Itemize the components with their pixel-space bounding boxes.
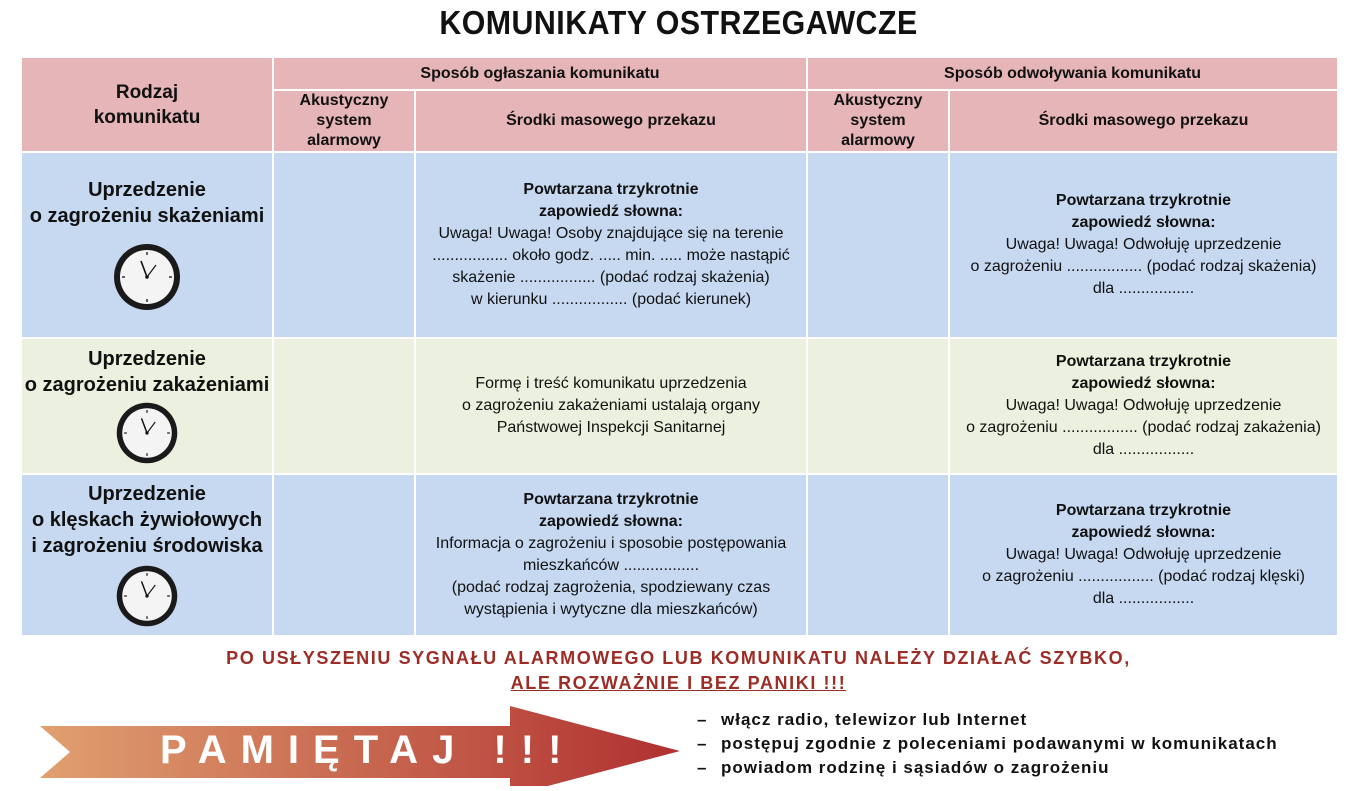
row-acoustic-revoke: [808, 153, 948, 337]
msg-title: Powtarzana trzykrotnie: [523, 181, 699, 198]
table-row: [22, 339, 1337, 473]
row-type-cell: [22, 153, 272, 337]
msg-title: zapowiedź słowna:: [538, 203, 683, 220]
msg-line: o zagrożeniu zakażeniami ustalają organy: [462, 397, 760, 414]
row-type-line: o zagrożeniu zakażeniami: [24, 374, 270, 396]
msg-line: o zagrożeniu ................. (podać rodzaj klęski): [982, 568, 1305, 585]
msg-line: Formę i treść komunikatu uprzedzenia: [475, 375, 747, 392]
row-announce-msg: [416, 339, 806, 473]
header-type-label: Rodzaj komunikatu: [93, 81, 201, 128]
row-announce-msg: [416, 475, 806, 635]
msg-title: Powtarzana trzykrotnie: [1055, 502, 1232, 519]
msg-title: zapowiedź słowna:: [1071, 375, 1216, 392]
row-acoustic-announce: [274, 153, 414, 337]
msg-line: dla .................: [1092, 441, 1195, 458]
row-type-cell: [22, 339, 272, 473]
row-type-line: o zagrożeniu skażeniami: [29, 205, 265, 227]
row-revoke-msg: [950, 339, 1337, 473]
row-acoustic-revoke: [808, 475, 948, 635]
remember-label: PAMIĘTAJ !!!: [160, 728, 576, 772]
dash-icon: –: [697, 758, 708, 777]
table-row: [22, 153, 1337, 337]
msg-line: Uwaga! Uwaga! Odwołuję uprzedzenie: [1005, 546, 1282, 563]
tips-list: [697, 708, 1278, 780]
list-item: [697, 732, 1278, 756]
row-type-cell: [22, 475, 272, 635]
row-announce-msg: [416, 153, 806, 337]
list-item: [697, 756, 1278, 780]
tip-text: powiadom rodzinę i sąsiadów o zagrożeniu: [721, 758, 1110, 777]
warnings-table: [20, 56, 1339, 637]
msg-title: zapowiedź słowna:: [1071, 524, 1216, 541]
list-item: [697, 708, 1278, 732]
msg-title: Powtarzana trzykrotnie: [1055, 192, 1232, 209]
row-type-line: Uprzedzenie: [88, 179, 206, 201]
tip-text: włącz radio, telewizor lub Internet: [721, 710, 1028, 729]
msg-line: Informacja o zagrożeniu i sposobie postępowania: [435, 535, 787, 552]
msg-line: w kierunku ................. (podać kierunek): [470, 291, 752, 308]
msg-line: o zagrożeniu ................. (podać rodzaj zakażenia): [966, 419, 1321, 436]
page-title: KOMUNIKATY OSTRZEGAWCZE: [439, 4, 918, 41]
remember-arrow: [40, 706, 680, 786]
msg-title: Powtarzana trzykrotnie: [523, 491, 699, 508]
header-announce: Sposób ogłaszania komunikatu: [274, 58, 806, 89]
row-acoustic-announce: [274, 339, 414, 473]
tip-text: postępuj zgodnie z poleceniami podawanymi w komunikatach: [721, 734, 1278, 753]
msg-line: dla .................: [1092, 280, 1195, 297]
table-row: [22, 475, 1337, 635]
msg-line: ................. około godz. ..... min. ..... może nastąpić: [432, 247, 790, 264]
row-revoke-msg: [950, 475, 1337, 635]
row-type-line: Uprzedzenie: [88, 348, 206, 370]
msg-line: (podać rodzaj zagrożenia, spodziewany czas: [451, 579, 771, 596]
row-acoustic-announce: [274, 475, 414, 635]
msg-line: wystąpienia i wytyczne dla mieszkańców): [464, 601, 758, 618]
row-type-line: i zagrożeniu środowiska: [31, 535, 263, 557]
subheader-label: Akustyczny system alarmowy: [299, 92, 389, 149]
clock-icon: [114, 400, 180, 466]
msg-line: Uwaga! Uwaga! Osoby znajdujące się na terenie: [438, 225, 784, 242]
msg-title: Powtarzana trzykrotnie: [1055, 353, 1232, 370]
header-revoke: Sposób odwoływania komunikatu: [808, 58, 1337, 89]
subheader-acoustic-announce: [274, 91, 414, 151]
msg-line: mieszkańców .................: [522, 557, 700, 574]
warning-line-underlined: ALE ROZWAŻNIE I BEZ PANIKI !!!: [510, 673, 847, 693]
msg-line: Uwaga! Uwaga! Odwołuję uprzedzenie: [1005, 397, 1282, 414]
row-revoke-msg: [950, 153, 1337, 337]
dash-icon: –: [697, 710, 708, 729]
msg-line: Państwowej Inspekcji Sanitarnej: [496, 419, 726, 436]
warning-line: PO USŁYSZENIU SYGNAŁU ALARMOWEGO LUB KOMUNIKATU NALEŻY DZIAŁAĆ SZYBKO,: [226, 648, 1131, 668]
msg-line: Uwaga! Uwaga! Odwołuję uprzedzenie: [1005, 236, 1282, 253]
msg-title: zapowiedź słowna:: [538, 513, 683, 530]
row-type-line: Uprzedzenie: [88, 483, 206, 505]
header-type: [22, 58, 272, 151]
clock-icon: [111, 241, 183, 313]
msg-line: o zagrożeniu ................. (podać rodzaj skażenia): [970, 258, 1317, 275]
msg-line: dla .................: [1092, 590, 1195, 607]
subheader-acoustic-revoke: [808, 91, 948, 151]
clock-icon: [114, 563, 180, 629]
subheader-label: Akustyczny system alarmowy: [833, 92, 923, 149]
dash-icon: –: [697, 734, 708, 753]
msg-title: zapowiedź słowna:: [1071, 214, 1216, 231]
row-acoustic-revoke: [808, 339, 948, 473]
subheader-media-announce: Środki masowego przekazu: [416, 91, 806, 151]
row-type-line: o klęskach żywiołowych: [31, 509, 263, 531]
subheader-media-revoke: Środki masowego przekazu: [950, 91, 1337, 151]
msg-line: skażenie ................. (podać rodzaj skażenia): [452, 269, 770, 286]
